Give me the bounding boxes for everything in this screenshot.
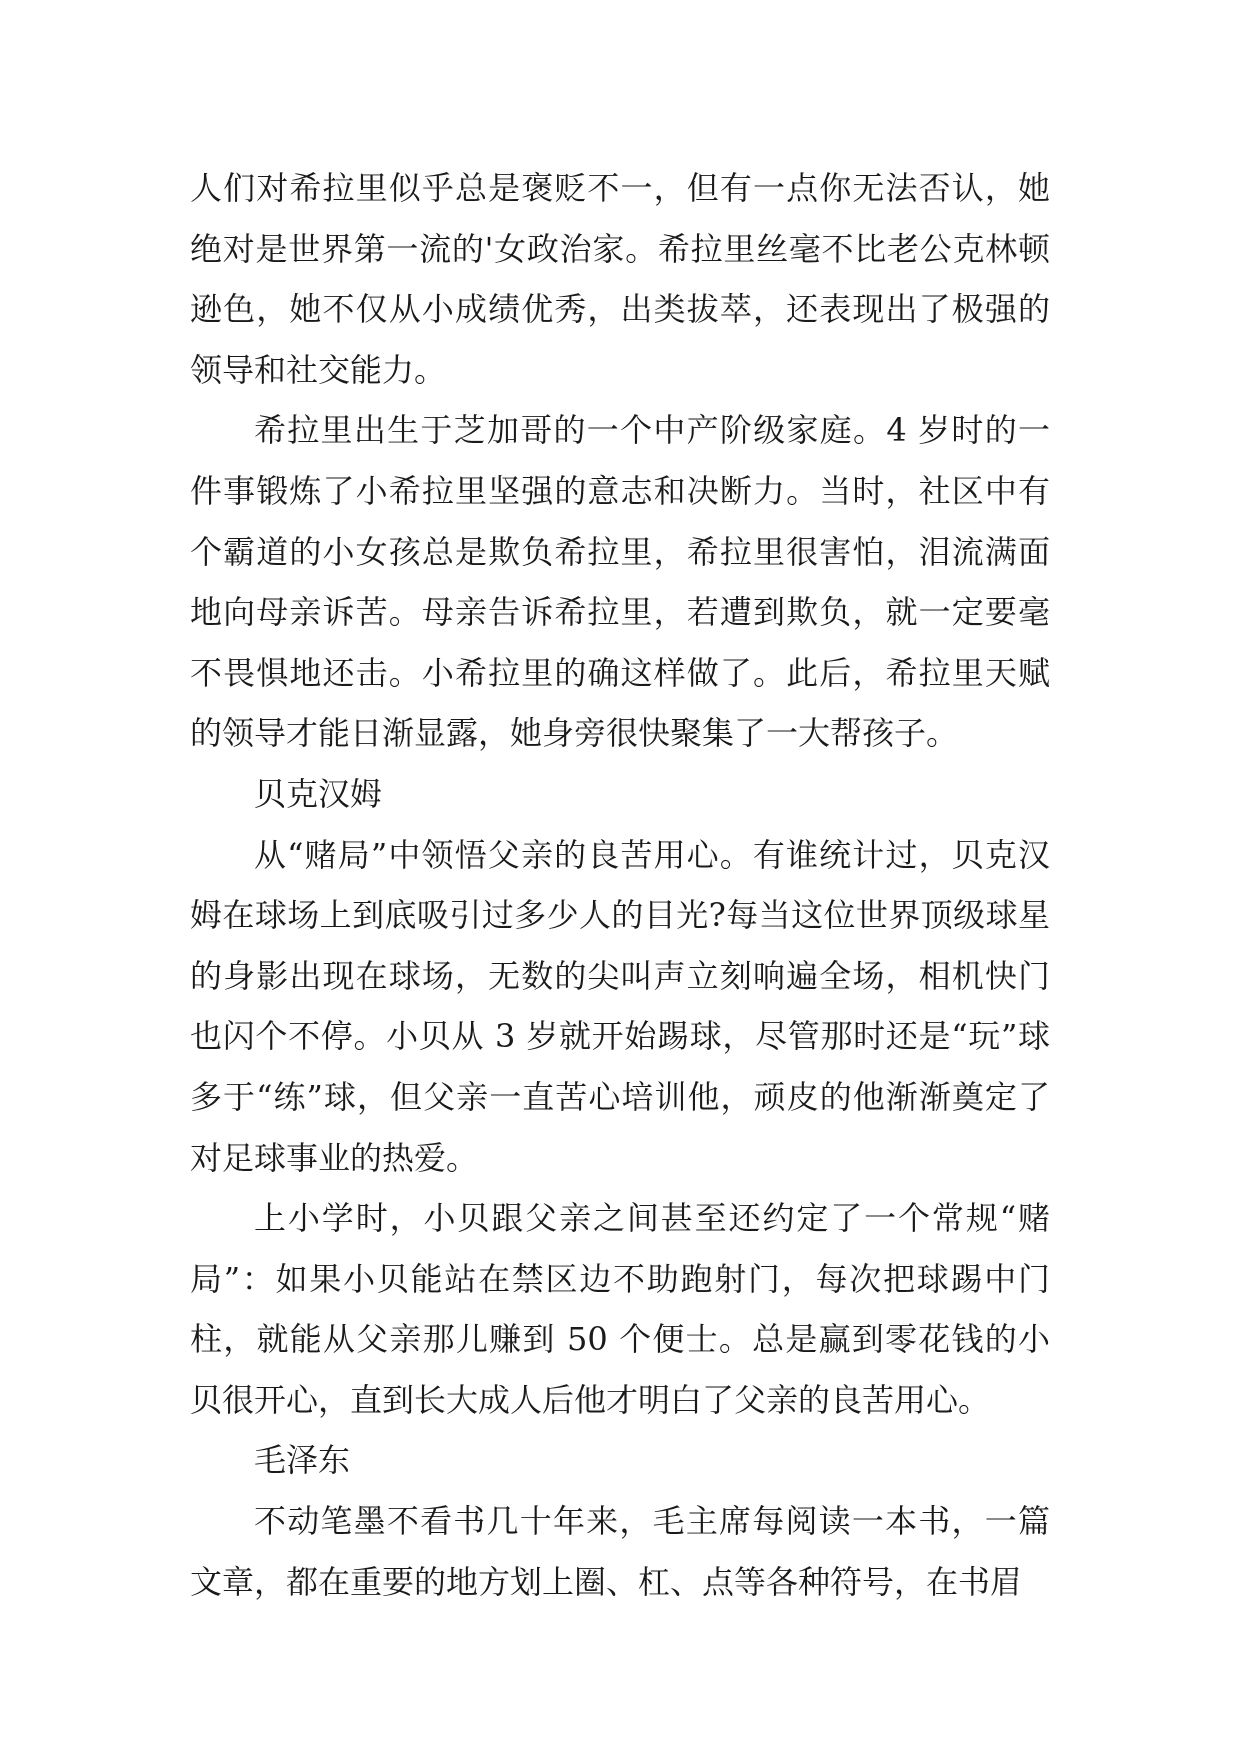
paragraph-beckham-intro: 从“赌局”中领悟父亲的良苦用心。有谁统计过，贝克汉姆在球场上到底吸引过多少人的目光?每当这位世界顶级球星的身影出现在球场，无数的尖叫声立刻响遍全场，相机快门也闪个不停。小贝从 3 岁就开始踢球，尽管那时还是“玩”球多于“练”球，但父亲一直苦心培训他，顽皮的他渐渐奠定了对足球事业的热爱。: [190, 835, 1050, 1177]
paragraph-hillary-childhood: 希拉里出生于芝加哥的一个中产阶级家庭。4 岁时的一件事锻炼了小希拉里坚强的意志和决断力。当时，社区中有个霸道的小女孩总是欺负希拉里，希拉里很害怕，泪流满面地向母亲诉苦。母亲告诉希拉里，若遭到欺负，就一定要毫不畏惧地还击。小希拉里的确这样做了。此后，希拉里天赋的领导才能日渐显露，她身旁很快聚集了一大帮孩子。: [190, 411, 1050, 753]
section-heading-beckham: 贝克汉姆: [254, 774, 383, 813]
document-body: [190, 158, 1050, 1612]
paragraph-beckham-bet: 上小学时，小贝跟父亲之间甚至还约定了一个常规“赌局”：如果小贝能站在禁区边不助跑射门，每次把球踢中门柱，就能从父亲那儿赚到 50 个便士。总是赢到零花钱的小贝很开心，直到长大成人后他才明白了父亲的良苦用心。: [190, 1199, 1050, 1419]
paragraph-mao-reading: 不动笔墨不看书几十年来，毛主席每阅读一本书，一篇文章，都在重要的地方划上圈、杠、点等各种符号，在书眉: [190, 1502, 1050, 1601]
section-heading-mao: 毛泽东: [254, 1441, 351, 1480]
paragraph-hillary-intro: 人们对希拉里似乎总是褒贬不一，但有一点你无法否认，她绝对是世界第一流的'女政治家。希拉里丝毫不比老公克林顿逊色，她不仅从小成绩优秀，出类拔萃，还表现出了极强的领导和社交能力。: [190, 169, 1050, 389]
